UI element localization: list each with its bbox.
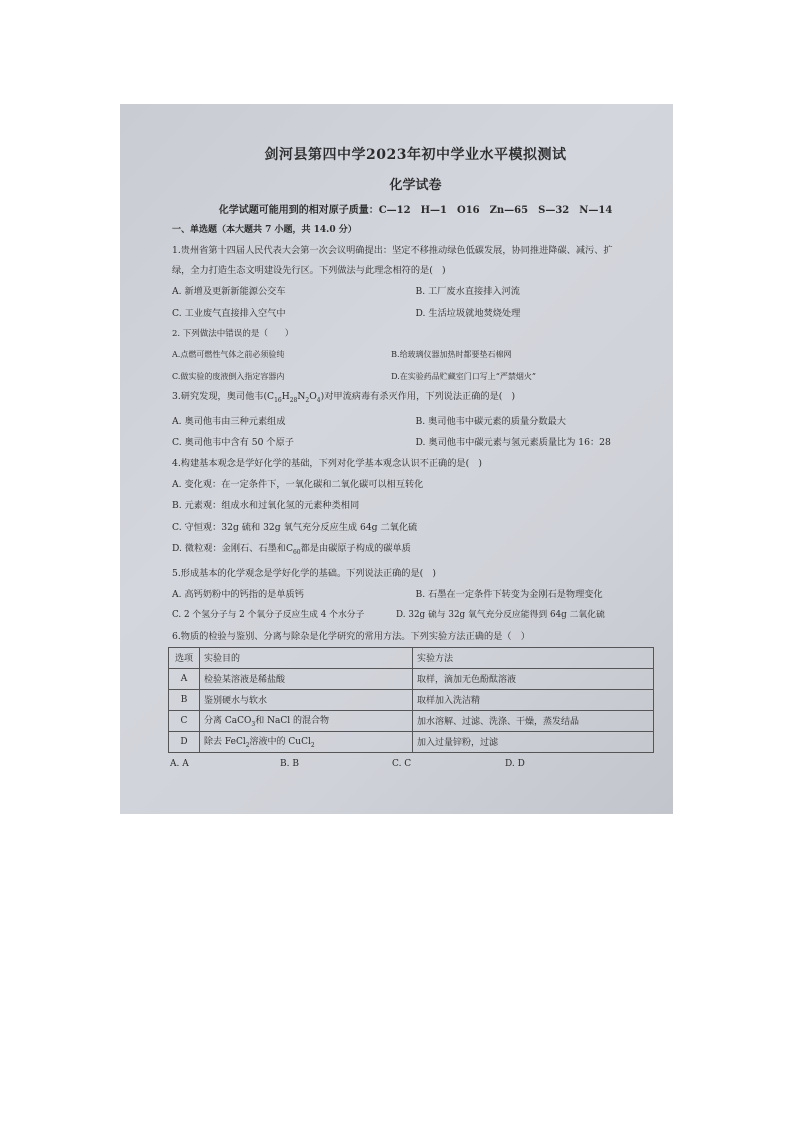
table-cell-purpose (200, 731, 413, 752)
purpose-subscript-2: 2 (310, 742, 315, 750)
question-2-option-d: D.在实验药品贮藏室门口写上“严禁烟火” (391, 371, 536, 381)
question-3-option-d: D. 奥司他韦中碳元素与氢元素质量比为 16：28 (415, 437, 611, 449)
table-header-purpose: 实验目的 (200, 647, 413, 668)
question-5-option-c: C. 2 个氢分子与 2 个氧分子反应生成 4 个水分子 (172, 610, 365, 621)
table-header-method: 实验方法 (413, 647, 654, 668)
question-4-option-a: A. 变化观：在一定条件下，一氧化碳和二氧化碳可以相互转化 (172, 478, 424, 490)
formula-element-h: H (281, 391, 290, 402)
question-1-option-d: D. 生活垃圾就地焚烧处理 (415, 307, 521, 319)
table-cell-purpose: 鉴别硬水与软水 (200, 689, 413, 710)
table-row (169, 668, 654, 689)
table-cell-purpose (200, 710, 413, 731)
formula-count-h: 28 (289, 396, 298, 404)
question-2-option-c: C.做实验的废液倒入指定容器内 (172, 371, 285, 381)
question-3-stem-post: )对甲流病毒有杀灭作用，下列说法正确的是( ) (320, 391, 516, 402)
atomic-masses: 化学试题可能用到的相对原子质量：C—12 H—1 O16 Zn—65 S—32 N—14 (218, 205, 613, 216)
question-4-option-d-pre: D. 微粒观：金刚石、石墨和C (172, 543, 293, 555)
question-6-option-d: D. D (505, 758, 525, 769)
experiment-table (168, 647, 654, 753)
question-2 (172, 324, 659, 387)
question-3-option-b: B. 奥司他韦中碳元素的质量分数最大 (415, 415, 566, 427)
exam-paper-photo (120, 104, 673, 814)
table-row (169, 710, 654, 731)
table-header-option: 选项 (169, 647, 200, 668)
table-cell-option: C (169, 710, 200, 731)
formula-count-o: 4 (316, 396, 321, 404)
question-1-stem-line1: 1.贵州省第十四届人民代表大会第一次会议明确提出：坚定不移推动绿色低碳发展，协同推进降碳、减污、扩 (172, 245, 613, 256)
question-3-option-c: C. 奥司他韦中含有 50 个原子 (172, 437, 294, 449)
table-cell-purpose: 检验某溶液是稀盐酸 (200, 668, 413, 689)
question-2-stem: 2. 下列做法中错误的是（ ） (172, 329, 294, 339)
table-cell-method: 取样，滴加无色酚酞溶液 (413, 668, 654, 689)
formula-element-n: N (297, 391, 306, 402)
question-6-option-a: A. A (170, 758, 189, 769)
table-cell-method: 加水溶解、过滤、洗涤、干燥，蒸发结晶 (413, 710, 654, 731)
question-3-option-a: A. 奥司他韦由三种元素组成 (172, 415, 286, 427)
exam-title: 剑河县第四中学2023年初中学业水平模拟测试 (264, 147, 567, 163)
table-header-row (169, 647, 654, 668)
question-4-option-c: C. 守恒观：32g 硫和 32g 氧气充分反应生成 64g 二氧化硫 (172, 521, 418, 533)
question-6-option-b: B. B (280, 758, 299, 769)
question-2-option-a: A.点燃可燃性气体之前必须验纯 (172, 350, 285, 359)
question-5-option-a: A. 高钙奶粉中的钙指的是单质钙 (172, 588, 304, 600)
question-3-stem-pre: 3.研究发现，奥司他韦( (172, 391, 268, 402)
question-5-option-b: B. 石墨在一定条件下转变为金刚石是物理变化 (415, 588, 603, 600)
formula-count-c: 16 (274, 396, 282, 404)
formula-element-o: O (309, 391, 317, 402)
table-cell-option: A (169, 668, 200, 689)
purpose-text-post: 和 NaCl 的混合物 (255, 716, 329, 727)
question-4-option-d-post: 都是由碳原子构成的碳单质 (300, 543, 411, 555)
formula-element-c: C (267, 391, 275, 402)
table-cell-method: 加入过量锌粉，过滤 (413, 731, 654, 752)
formula-count-n: 2 (305, 396, 310, 404)
question-3 (172, 387, 659, 454)
purpose-subscript: 2 (245, 742, 250, 750)
question-1-stem-line2: 绿，全力打造生态文明建设先行区。下列做法与此理念相符的是( ) (172, 265, 446, 276)
exam-subtitle: 化学试卷 (389, 178, 442, 193)
question-6 (172, 627, 659, 769)
oseltamivir-formula (267, 391, 321, 402)
table-row (169, 731, 654, 752)
table-cell-option: D (169, 731, 200, 752)
question-2-option-b: B.给玻璃仪器加热时都要垫石棉网 (391, 350, 512, 359)
purpose-subscript: 3 (251, 721, 256, 729)
purpose-text-pre: 分离 CaCO (204, 716, 252, 727)
question-6-option-c: C. C (392, 758, 412, 769)
question-4-stem: 4.构建基本观念是学好化学的基础，下列对化学基本观念认识不正确的是( ) (172, 457, 482, 469)
question-5-option-d: D. 32g 硫与 32g 氧气充分反应能得到 64g 二氧化硫 (396, 610, 605, 621)
table-cell-option: B (169, 689, 200, 710)
question-4-option-b: B. 元素观：组成水和过氧化氢的元素种类相同 (172, 500, 360, 512)
section-heading: 一、单选题（本大题共 7 小题，共 14.0 分） (172, 225, 357, 235)
purpose-text-pre: 除去 FeCl (204, 737, 246, 748)
question-5 (172, 564, 659, 627)
table-cell-method: 取样加入洗洁精 (413, 689, 654, 710)
table-row (169, 689, 654, 710)
purpose-text-mid: 溶液中的 CuCl (249, 737, 311, 748)
question-1-option-c: C. 工业废气直接排入空气中 (172, 307, 286, 319)
question-4 (172, 454, 659, 564)
question-1 (172, 241, 659, 324)
question-4-option-d (172, 538, 659, 563)
question-5-stem: 5.形成基本的化学观念是学好化学的基础。下列说法正确的是( ) (172, 567, 436, 579)
question-3-stem (172, 387, 659, 411)
c60-subscript: 60 (292, 549, 301, 557)
question-6-stem: 6.物质的检验与鉴别、分离与除杂是化学研究的常用方法。下列实验方法正确的是（ ） (172, 630, 530, 642)
question-1-option-b: B. 工厂废水直接排入河流 (415, 286, 520, 297)
question-1-option-a: A. 新增及更新新能源公交车 (172, 286, 286, 297)
question-6-answers (170, 759, 659, 769)
